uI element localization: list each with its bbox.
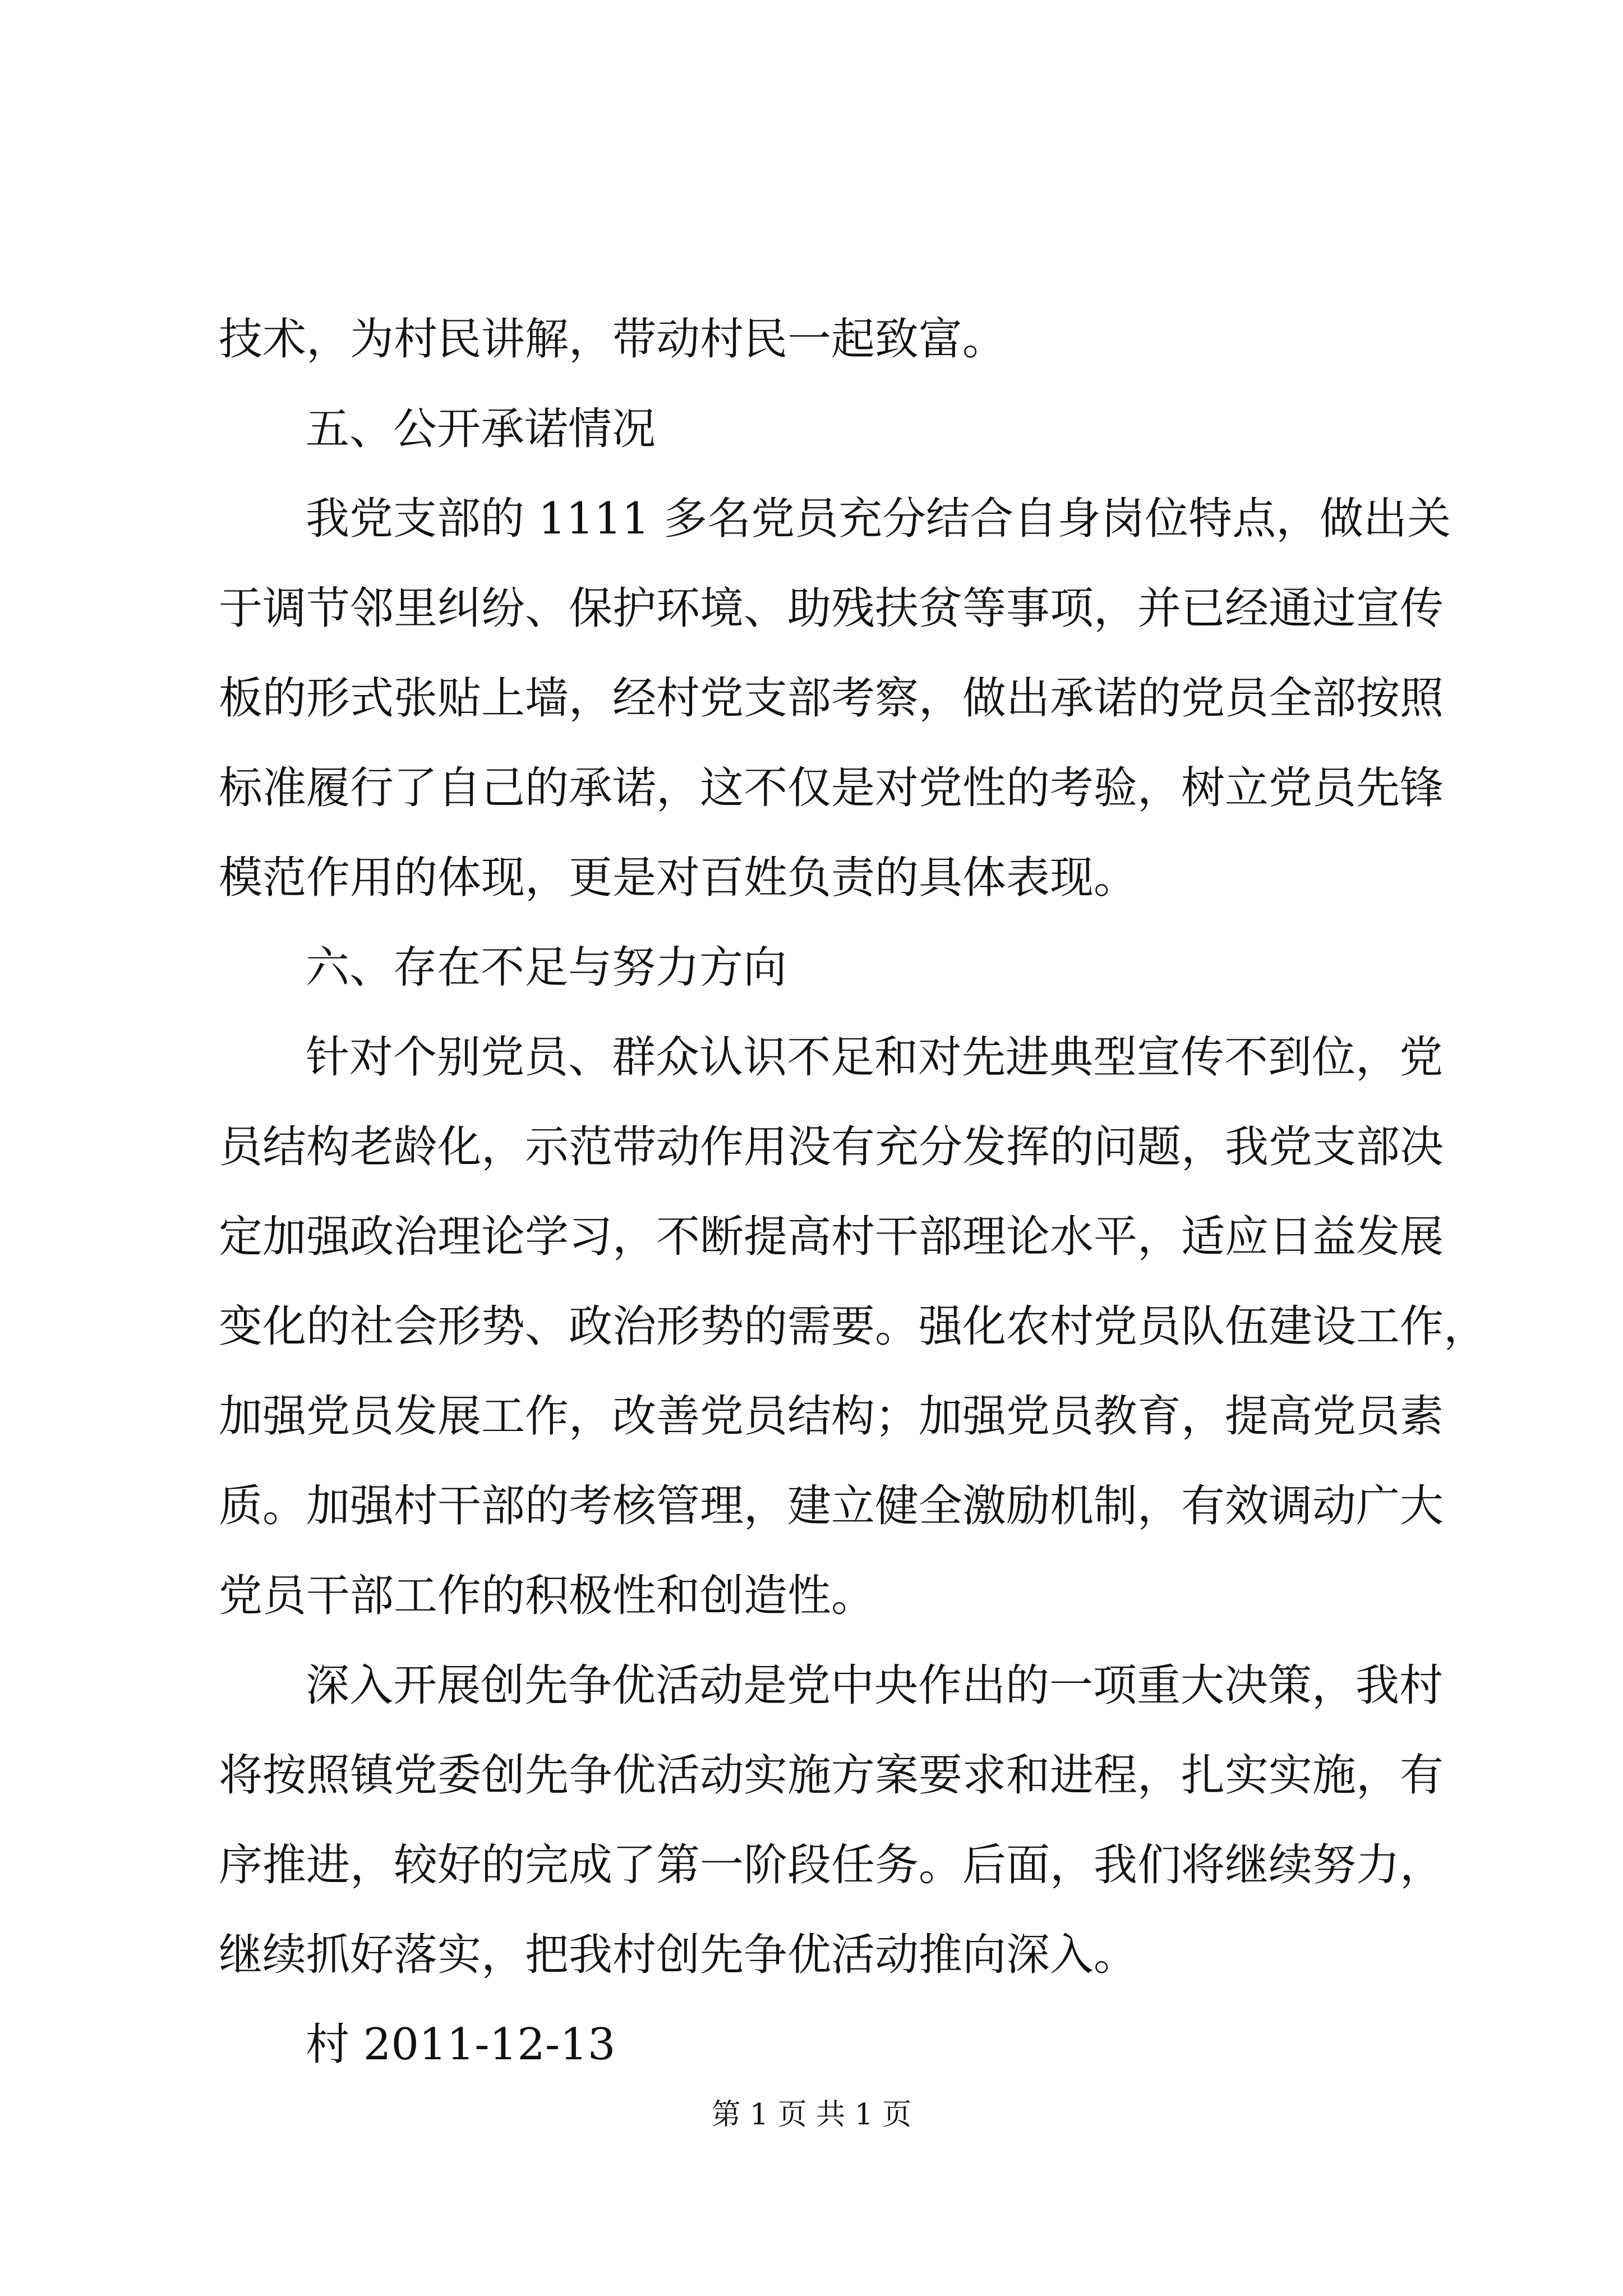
paragraph-line: 板的形式张贴上墙，经村党支部考察，做出承诺的党员全部按照 (219, 673, 1444, 724)
paragraph-line: 模范作用的体现，更是对百姓负责的具体表现。 (219, 853, 1138, 903)
paragraph-line: 定加强政治理论学习，不断提高村干部理论水平，适应日益发展 (219, 1212, 1444, 1262)
paragraph-line: 加强党员发展工作，改善党员结构；加强党员教育，提高党员素 (219, 1391, 1444, 1442)
paragraph-line: 标准履行了自己的承诺，这不仅是对党性的考验，树立党员先锋 (219, 763, 1444, 813)
section-heading: 六、存在不足与努力方向 (306, 942, 787, 993)
paragraph-line: 员结构老龄化，示范带动作用没有充分发挥的问题，我党支部决 (219, 1122, 1444, 1172)
section-heading: 五、公开承诺情况 (306, 404, 656, 454)
paragraph-line: 技术，为村民讲解，带动村民一起致富。 (219, 314, 1007, 365)
paragraph-line: 将按照镇党委创先争优活动实施方案要求和进程，扎实实施，有 (219, 1750, 1444, 1801)
paragraph-line: 质。加强村干部的考核管理，建立健全激励机制，有效调动广大 (219, 1481, 1444, 1531)
paragraph-line: 序推进，较好的完成了第一阶段任务。后面，我们将继续努力， (219, 1840, 1444, 1890)
paragraph-line: 我党支部的 1111 多名党员充分结合自身岗位特点，做出关 (306, 494, 1451, 544)
paragraph-line: 变化的社会形势、政治形势的需要。强化农村党员队伍建设工作， (219, 1301, 1488, 1352)
paragraph-line: 继续抓好落实，把我村创先争优活动推向深入。 (219, 1930, 1138, 1980)
page-footer: 第 1 页 共 1 页 (711, 2098, 912, 2132)
signature-date: 村 2011-12-13 (306, 2019, 616, 2070)
paragraph-line: 深入开展创先争优活动是党中央作出的一项重大决策，我村 (306, 1660, 1444, 1711)
paragraph-line: 党员干部工作的积极性和创造性。 (219, 1571, 875, 1621)
paragraph-line: 针对个别党员、群众认识不足和对先进典型宣传不到位，党 (306, 1032, 1444, 1083)
paragraph-line: 于调节邻里纠纷、保护环境、助残扶贫等事项，并已经通过宣传 (219, 583, 1444, 634)
